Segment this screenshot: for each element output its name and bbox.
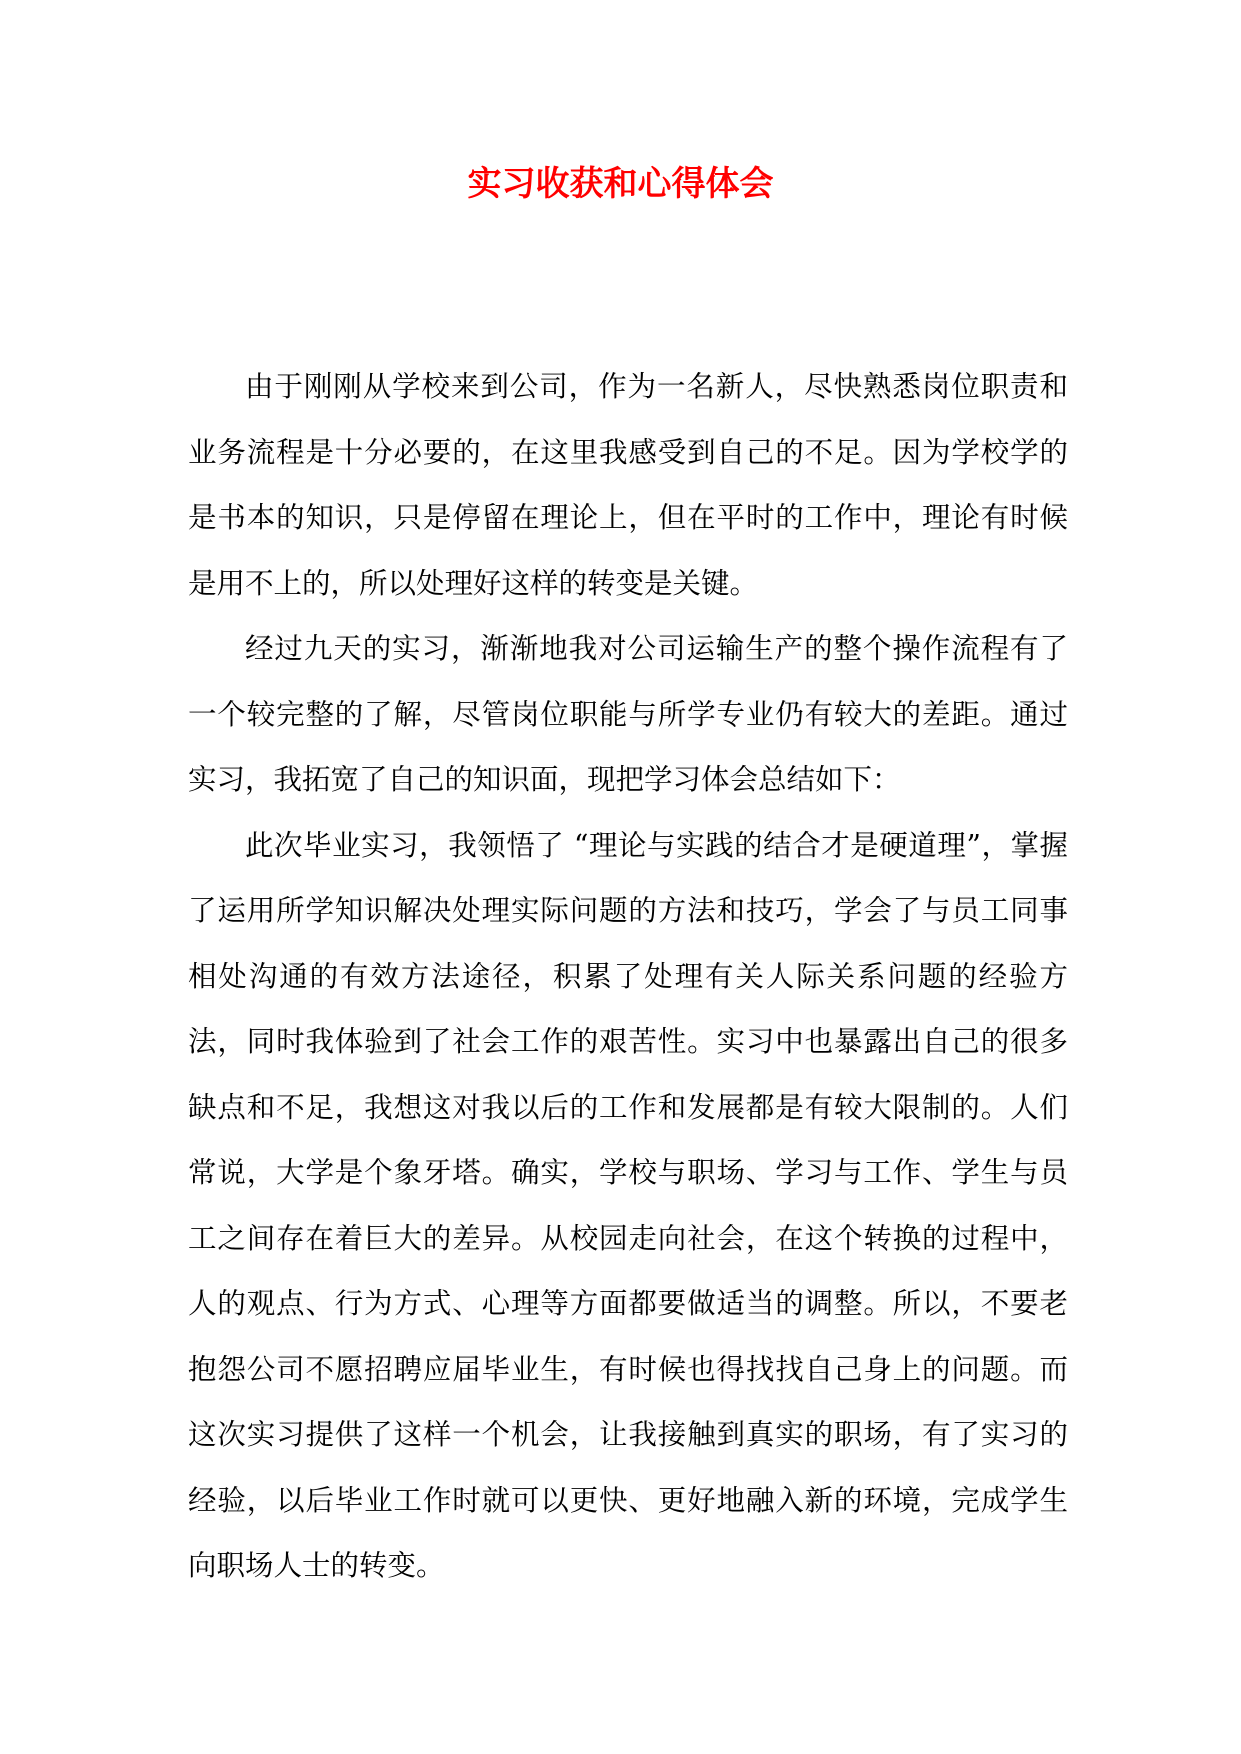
- document-title: 实习收获和心得体会: [467, 164, 774, 204]
- paragraph-2: 经过九天的实习，渐渐地我对公司运输生产的整个操作流程有了一个较完整的了解，尽管岗位职能与所学专业仍有较大的差距。通过实习，我拓宽了自己的知识面，现把学习体会总结如下：: [188, 632, 1068, 796]
- paragraph-3: 此次毕业实习，我领悟了 “理论与实践的结合才是硬道理”，掌握了运用所学知识解决处理实际问题的方法和技巧，学会了与员工同事相处沟通的有效方法途径，积累了处理有关人际关系问题的经验方法，同时我体验到了社会工作的艰苦性。实习中也暴露出自己的很多缺点和不足，我想这对我以后的工作和发展都是有较大限制的。人们常说，大学是个象牙塔。确实，学校与职场、学习与工作、学生与员工之间存在着巨大的差异。从校园走向社会，在这个转换的过程中，人的观点、行为方式、心理等方面都要做适当的调整。所以，不要老抱怨公司不愿招聘应届毕业生，有时候也得找找自己身上的问题。而这次实习提供了这样一个机会，让我接触到真实的职场，有了实习的经验，以后毕业工作时就可以更快、更好地融入新的环境，完成学生向职场人士的转变。: [188, 828, 1068, 1582]
- paragraph-1: 由于刚刚从学校来到公司，作为一名新人，尽快熟悉岗位职责和业务流程是十分必要的，在这里我感受到自己的不足。因为学校学的是书本的知识，只是停留在理论上，但在平时的工作中，理论有时候是用不上的，所以处理好这样的转变是关键。: [188, 370, 1068, 600]
- document-body: [188, 354, 1068, 1599]
